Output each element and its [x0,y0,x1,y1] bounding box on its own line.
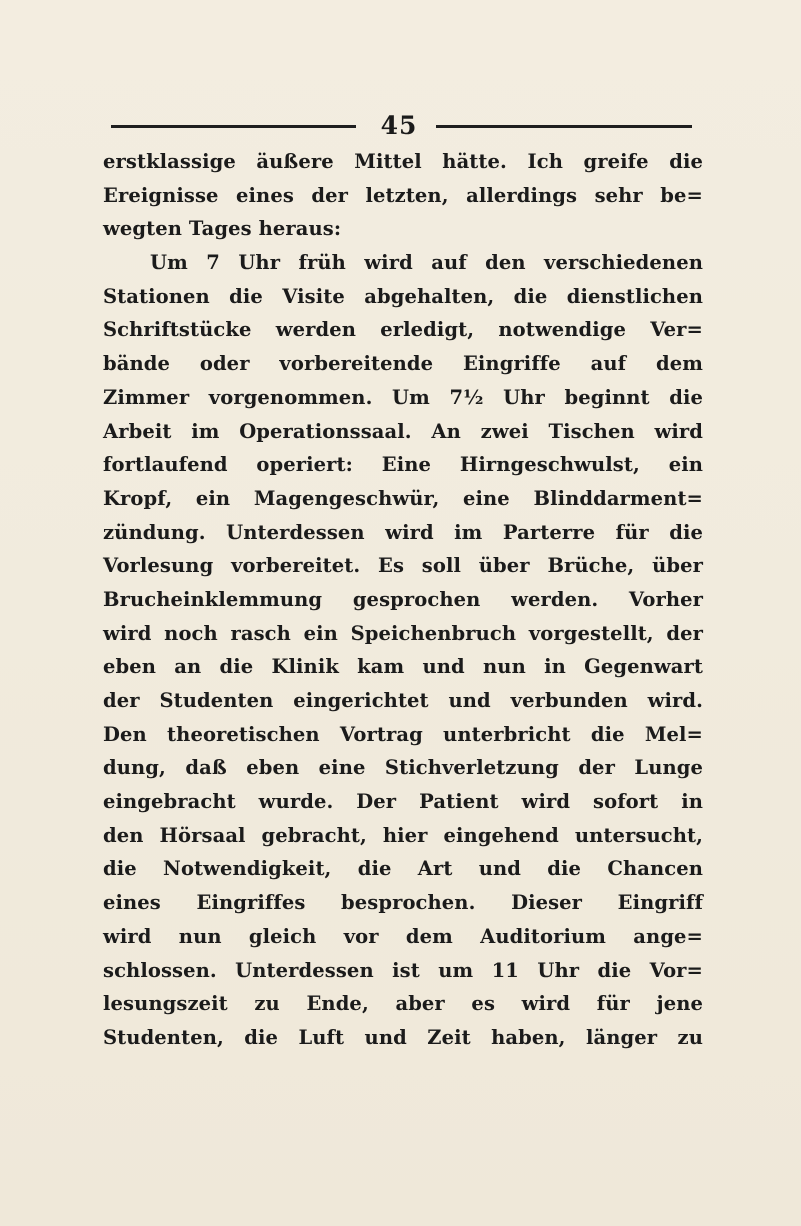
page-header [108,110,693,142]
text-line: die Notwendigkeit, die Art und die Chancen [103,857,703,881]
text-line: Um 7 Uhr früh wird auf den verschiedenen [150,251,703,275]
text-line: Ereignisse eines der letzten, allerdings sehr be= [103,183,703,207]
text-line: wegten Tages heraus: [103,217,342,241]
body-text [103,145,703,1055]
text-line: lesungszeit zu Ende, aber es wird für jene [103,992,703,1016]
text-line: Den theoretischen Vortrag unterbricht die Mel= [103,722,703,746]
text-line: Schriftstücke werden erledigt, notwendige Ver= [103,318,703,342]
text-line: Stationen die Visite abgehalten, die dienstlichen [103,284,703,308]
text-line: Vorlesung vorbereitet. Es soll über Brüche, über [103,554,703,578]
header-rule-left [111,125,356,128]
text-line: wird noch rasch ein Speichenbruch vorgestellt, der [103,621,703,645]
text-line: Kropf, ein Magengeschwür, eine Blinddarment= [103,486,703,510]
text-line: zündung. Unterdessen wird im Parterre für die [103,520,703,544]
text-line: schlossen. Unterdessen ist um 11 Uhr die Vor= [103,958,703,982]
text-line: dung, daß eben eine Stichverletzung der Lunge [103,756,703,780]
text-line: den Hörsaal gebracht, hier eingehend untersucht, [103,823,703,847]
text-line: erstklassige äußere Mittel hätte. Ich greife die [103,150,703,173]
text-line: eben an die Klinik kam und nun in Gegenwart [103,655,703,679]
text-line: eingebracht wurde. Der Patient wird sofort in [103,790,703,814]
text-line: fortlaufend operiert: Eine Hirngeschwulst, ein [103,453,703,477]
text-line: Studenten, die Luft und Zeit haben, länger zu [103,1025,703,1049]
text-line: wird nun gleich vor dem Auditorium ange= [103,924,703,948]
text-line: Arbeit im Operationssaal. An zwei Tischen wird [103,419,703,443]
text-line: Zimmer vorgenommen. Um 7½ Uhr beginnt die [103,385,703,409]
text-line: der Studenten eingerichtet und verbunden wird. [103,689,703,712]
text-line: bände oder vorbereitende Eingriffe auf dem [103,352,703,376]
page-number: 45 [380,111,418,140]
header-rule-right [436,125,692,128]
text-line: Brucheinklemmung gesprochen werden. Vorher [103,587,703,611]
text-line: eines Eingriffes besprochen. Dieser Eingriff [103,891,703,915]
